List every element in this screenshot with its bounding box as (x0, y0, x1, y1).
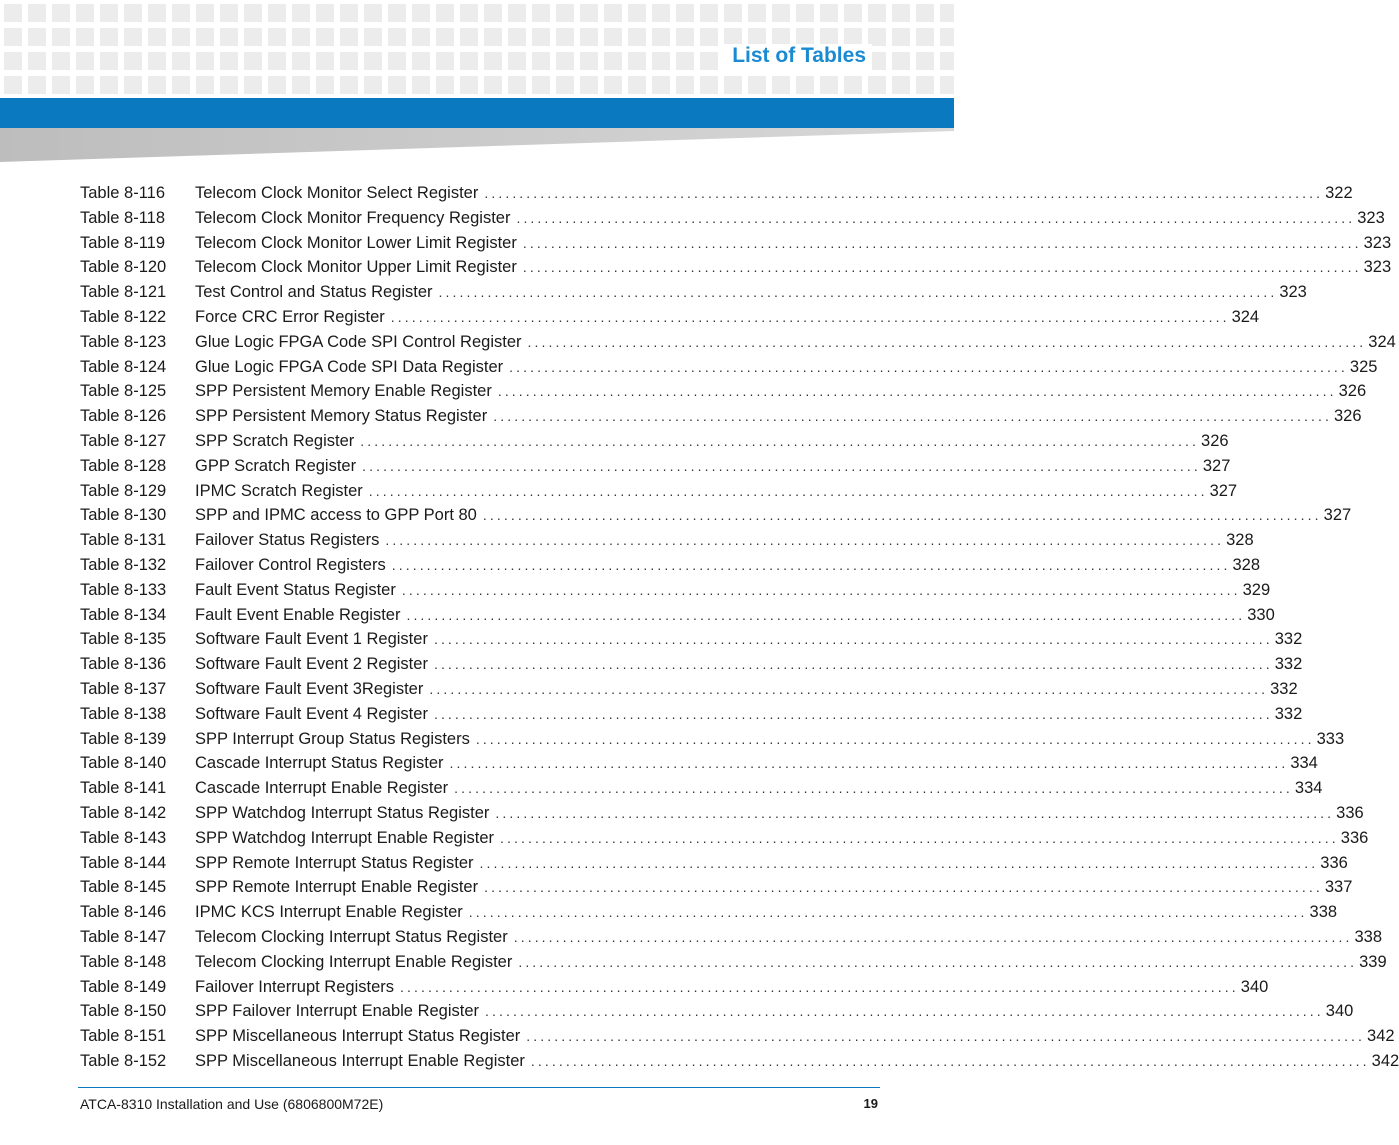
toc-entry[interactable] (80, 208, 1385, 234)
toc-entry-title: SPP Persistent Memory Status Register (195, 407, 488, 426)
toc-entry-title: SPP Watchdog Interrupt Enable Register (195, 828, 494, 847)
toc-entry-number: Table 8-118 (80, 208, 166, 227)
toc-entry[interactable] (80, 977, 1269, 1003)
toc-entry-title: Software Fault Event 3Register (195, 679, 424, 698)
toc-entry-page: 337 (1324, 878, 1353, 897)
toc-entry-title: Telecom Clock Monitor Lower Limit Register (195, 233, 517, 252)
toc-entry[interactable] (80, 754, 1318, 779)
toc-entry-title: Glue Logic FPGA Code SPI Data Register (195, 357, 504, 376)
toc-entry-title: Telecom Clock Monitor Frequency Register (195, 208, 511, 227)
toc-entry-number: Table 8-128 (80, 456, 167, 475)
toc-entry[interactable] (80, 382, 1367, 407)
toc-entry-number: Table 8-143 (80, 828, 167, 847)
toc-entry-number: Table 8-148 (80, 952, 167, 971)
toc-dot-leader: ........................................................................................................................ (497, 383, 1337, 400)
toc-entry-page: 332 (1274, 655, 1303, 674)
toc-dot-leader: ........................................................................................................................ (479, 854, 1319, 871)
toc-entry-number: Table 8-124 (80, 357, 167, 376)
toc-entry-number: Table 8-119 (80, 233, 166, 252)
footer-page-number: 19 (863, 1096, 878, 1111)
toc-entry-title: Failover Interrupt Registers (195, 977, 394, 996)
toc-dot-leader: ........................................................................................................................ (495, 804, 1335, 821)
toc-entry-number: Table 8-138 (80, 704, 167, 723)
toc-entry-page: 323 (1363, 233, 1392, 252)
toc-dot-leader: ........................................................................................................................ (509, 358, 1348, 375)
toc-entry-title: Software Fault Event 4 Register (195, 704, 428, 723)
toc-entry-title: SPP Remote Interrupt Status Register (195, 853, 474, 872)
toc-entry[interactable] (80, 655, 1303, 680)
toc-entry-page: 325 (1349, 357, 1378, 376)
toc-entry-number: Table 8-142 (80, 803, 167, 822)
toc-entry-page: 330 (1247, 605, 1275, 624)
footer-rule (78, 1087, 880, 1088)
toc-entry-page: 340 (1325, 1002, 1354, 1021)
toc-entry-number: Table 8-120 (80, 258, 167, 277)
toc-dot-leader: ........................................................................................................................ (500, 829, 1339, 846)
toc-dot-leader: ........................................................................................................................ (449, 755, 1289, 772)
toc-entry[interactable] (80, 853, 1348, 879)
toc-entry-number: Table 8-147 (80, 927, 167, 946)
toc-entry[interactable] (80, 580, 1271, 606)
toc-dot-leader: ........................................................................................................................ (433, 656, 1273, 673)
toc-entry[interactable] (80, 1051, 1399, 1077)
toc-entry[interactable] (80, 555, 1261, 581)
toc-dot-leader: ........................................................................................................................ (400, 978, 1239, 995)
toc-entry-page: 340 (1240, 977, 1269, 996)
toc-entry[interactable] (80, 307, 1260, 333)
toc-dot-leader: ........................................................................................................................ (516, 209, 1356, 226)
toc-entry-number: Table 8-121 (80, 283, 167, 302)
toc-entry-title: Telecom Clock Monitor Select Register (195, 184, 479, 202)
toc-entry[interactable] (80, 679, 1298, 705)
toc-entry-number: Table 8-130 (80, 506, 167, 525)
toc-dot-leader: ........................................................................................................................ (454, 780, 1293, 797)
toc-entry[interactable] (80, 184, 1353, 209)
toc-entry[interactable] (80, 952, 1387, 978)
toc-entry[interactable] (80, 927, 1383, 953)
toc-dot-leader: ........................................................................................................................ (429, 680, 1269, 697)
toc-entry-page: 328 (1226, 531, 1254, 550)
toc-entry-number: Table 8-134 (80, 605, 167, 624)
toc-entry-page: 338 (1309, 903, 1338, 922)
toc-entry[interactable] (80, 506, 1352, 531)
toc-entry[interactable] (80, 357, 1378, 383)
toc-entry[interactable] (80, 779, 1323, 804)
toc-dot-leader: ........................................................................................................................ (385, 532, 1225, 549)
toc-dot-leader: ........................................................................................................................ (468, 904, 1308, 921)
toc-entry-number: Table 8-136 (80, 655, 167, 674)
page-title: List of Tables (724, 44, 872, 70)
toc-entry-page: 342 (1367, 1027, 1395, 1046)
toc-entry-page: 332 (1270, 679, 1298, 698)
toc-entry-page: 338 (1354, 927, 1383, 946)
toc-entry-page: 328 (1232, 555, 1261, 574)
toc-dot-leader: ........................................................................................................................ (368, 482, 1208, 499)
toc-entry[interactable] (80, 258, 1392, 283)
toc-entry[interactable] (80, 704, 1303, 730)
toc-dot-leader: ........................................................................................................................ (530, 1052, 1370, 1069)
toc-entry-page: 333 (1316, 729, 1345, 748)
toc-entry-title: SPP Miscellaneous Interrupt Status Register (195, 1027, 521, 1046)
toc-entry-title: Cascade Interrupt Enable Register (195, 779, 449, 798)
toc-entry-title: Software Fault Event 2 Register (195, 655, 428, 674)
toc-entry[interactable] (80, 878, 1353, 903)
toc-entry[interactable] (80, 431, 1229, 457)
toc-entry-number: Table 8-122 (80, 307, 167, 326)
toc-entry[interactable] (80, 1002, 1354, 1027)
toc-entry-number: Table 8-123 (80, 332, 167, 351)
toc-entry[interactable] (80, 332, 1396, 358)
toc-entry-number: Table 8-131 (80, 531, 167, 550)
toc-entry-page: 323 (1279, 283, 1307, 302)
toc-entry-page: 334 (1290, 754, 1318, 773)
toc-dot-leader: ........................................................................................................................ (438, 284, 1278, 301)
toc-dot-leader: ........................................................................................................................ (518, 953, 1358, 970)
toc-entry-page: 326 (1338, 382, 1367, 401)
toc-dot-leader: ........................................................................................................................ (526, 1028, 1366, 1045)
toc-entry-title: SPP Interrupt Group Status Registers (195, 729, 470, 748)
toc-entry-number: Table 8-150 (80, 1002, 167, 1021)
toc-entry-number: Table 8-127 (80, 431, 167, 450)
toc-dot-leader: ........................................................................................................................ (482, 507, 1322, 524)
toc-entry-title: IPMC Scratch Register (195, 481, 363, 500)
toc-dot-leader: ........................................................................................................................ (513, 928, 1353, 945)
toc-dot-leader: ........................................................................................................................ (433, 631, 1273, 648)
toc-entry-title: IPMC KCS Interrupt Enable Register (195, 903, 463, 922)
toc-dot-leader: ........................................................................................................................ (406, 606, 1246, 623)
toc-entry-title: Failover Control Registers (195, 555, 386, 574)
toc-entry-number: Table 8-140 (80, 754, 167, 773)
toc-entry-title: Test Control and Status Register (195, 283, 433, 302)
toc-dot-leader: ........................................................................................................................ (433, 705, 1273, 722)
toc-entry-title: SPP Failover Interrupt Enable Register (195, 1002, 480, 1021)
toc-entry-title: Glue Logic FPGA Code SPI Control Register (195, 332, 522, 351)
toc-dot-leader: ........................................................................................................................ (522, 259, 1362, 276)
toc-dot-leader: ........................................................................................................................ (493, 408, 1332, 425)
toc-entry-title: Telecom Clocking Interrupt Status Register (195, 927, 508, 946)
toc-entry[interactable] (80, 481, 1238, 507)
toc-dot-leader: ........................................................................................................................ (362, 457, 1201, 474)
toc-entry-number: Table 8-137 (80, 679, 167, 698)
toc-entry[interactable] (80, 828, 1369, 854)
toc-entry-title: Failover Status Registers (195, 531, 380, 550)
toc-entry-number: Table 8-129 (80, 481, 167, 500)
toc-entry-title: Force CRC Error Register (195, 307, 385, 326)
toc-entry-page: 326 (1201, 431, 1229, 450)
toc-entry-page: 327 (1202, 456, 1231, 475)
toc-dot-leader: ........................................................................................................................ (360, 432, 1200, 449)
toc-entry-number: Table 8-116 (80, 184, 166, 202)
toc-entry-page: 327 (1323, 506, 1352, 525)
toc-entry-number: Table 8-133 (80, 580, 167, 599)
toc-dot-leader: ........................................................................................................................ (484, 185, 1324, 201)
toc-entry[interactable] (80, 407, 1362, 432)
toc-dot-leader: ........................................................................................................................ (484, 879, 1323, 896)
toc-entry[interactable] (80, 630, 1303, 655)
toc-entry-title: SPP Watchdog Interrupt Status Register (195, 803, 490, 822)
toc-entry-page: 329 (1242, 580, 1271, 599)
footer-document-title: ATCA-8310 Installation and Use (6806800M72E) (80, 1096, 384, 1112)
toc-entry-title: SPP Remote Interrupt Enable Register (195, 878, 479, 897)
toc-entry-number: Table 8-135 (80, 630, 167, 649)
toc-entry-page: 324 (1231, 307, 1260, 326)
toc-entry-number: Table 8-125 (80, 382, 167, 401)
toc-dot-leader: ........................................................................................................................ (527, 333, 1367, 350)
toc-entry-page: 336 (1320, 853, 1348, 872)
toc-dot-leader: ........................................................................................................................ (391, 556, 1231, 573)
toc-entry-number: Table 8-139 (80, 729, 167, 748)
toc-entry-page: 336 (1340, 828, 1369, 847)
toc-entry[interactable] (80, 605, 1275, 631)
toc-entry-page: 332 (1274, 630, 1303, 649)
toc-dot-leader: ........................................................................................................................ (522, 234, 1362, 251)
header-blue-band (0, 98, 954, 128)
toc-entry[interactable] (80, 803, 1364, 829)
toc-entry[interactable] (80, 233, 1392, 259)
toc-entry-title: Telecom Clock Monitor Upper Limit Register (195, 258, 517, 277)
toc-entry[interactable] (80, 531, 1254, 556)
toc-entry-number: Table 8-149 (80, 977, 167, 996)
toc-entry-title: GPP Scratch Register (195, 456, 357, 475)
toc-entry-page: 323 (1363, 258, 1392, 277)
toc-entry-number: Table 8-144 (80, 853, 167, 872)
toc-dot-leader: ........................................................................................................................ (485, 1003, 1324, 1020)
toc-entry-number: Table 8-151 (80, 1027, 167, 1046)
toc-entry-title: Cascade Interrupt Status Register (195, 754, 444, 773)
toc-entry-number: Table 8-145 (80, 878, 167, 897)
toc-entry-number: Table 8-141 (80, 779, 167, 798)
toc-entry-number: Table 8-146 (80, 903, 167, 922)
toc-entry-title: SPP Persistent Memory Enable Register (195, 382, 492, 401)
list-of-tables (80, 184, 1399, 1077)
toc-entry-page: 336 (1336, 803, 1364, 822)
toc-entry-page: 326 (1334, 407, 1362, 426)
toc-entry[interactable] (80, 1027, 1395, 1052)
toc-dot-leader: ........................................................................................................................ (475, 730, 1315, 747)
toc-entry-number: Table 8-132 (80, 555, 167, 574)
toc-entry-page: 334 (1294, 779, 1323, 798)
toc-entry[interactable] (80, 456, 1231, 482)
toc-entry-number: Table 8-152 (80, 1051, 167, 1070)
toc-entry[interactable] (80, 283, 1307, 308)
toc-entry-page: 324 (1368, 332, 1396, 351)
toc-entry-page: 322 (1325, 184, 1353, 202)
toc-entry-page: 327 (1209, 481, 1238, 500)
toc-entry[interactable] (80, 729, 1345, 755)
toc-entry-page: 339 (1359, 952, 1387, 971)
toc-entry-title: Fault Event Enable Register (195, 605, 401, 624)
toc-entry-title: Fault Event Status Register (195, 580, 396, 599)
toc-entry-number: Table 8-126 (80, 407, 167, 426)
toc-entry-title: SPP Miscellaneous Interrupt Enable Register (195, 1051, 525, 1070)
toc-dot-leader: ........................................................................................................................ (401, 581, 1241, 598)
toc-entry-title: Telecom Clocking Interrupt Enable Register (195, 952, 513, 971)
toc-entry-page: 332 (1274, 704, 1303, 723)
toc-entry-page: 323 (1357, 208, 1385, 227)
toc-entry-title: Software Fault Event 1 Register (195, 630, 428, 649)
toc-entry-title: SPP Scratch Register (195, 431, 355, 450)
toc-entry-title: SPP and IPMC access to GPP Port 80 (195, 506, 477, 525)
header-gray-wedge (0, 128, 954, 164)
toc-dot-leader: ........................................................................................................................ (390, 308, 1230, 325)
toc-entry-page: 342 (1371, 1051, 1399, 1070)
toc-entry[interactable] (80, 903, 1338, 928)
